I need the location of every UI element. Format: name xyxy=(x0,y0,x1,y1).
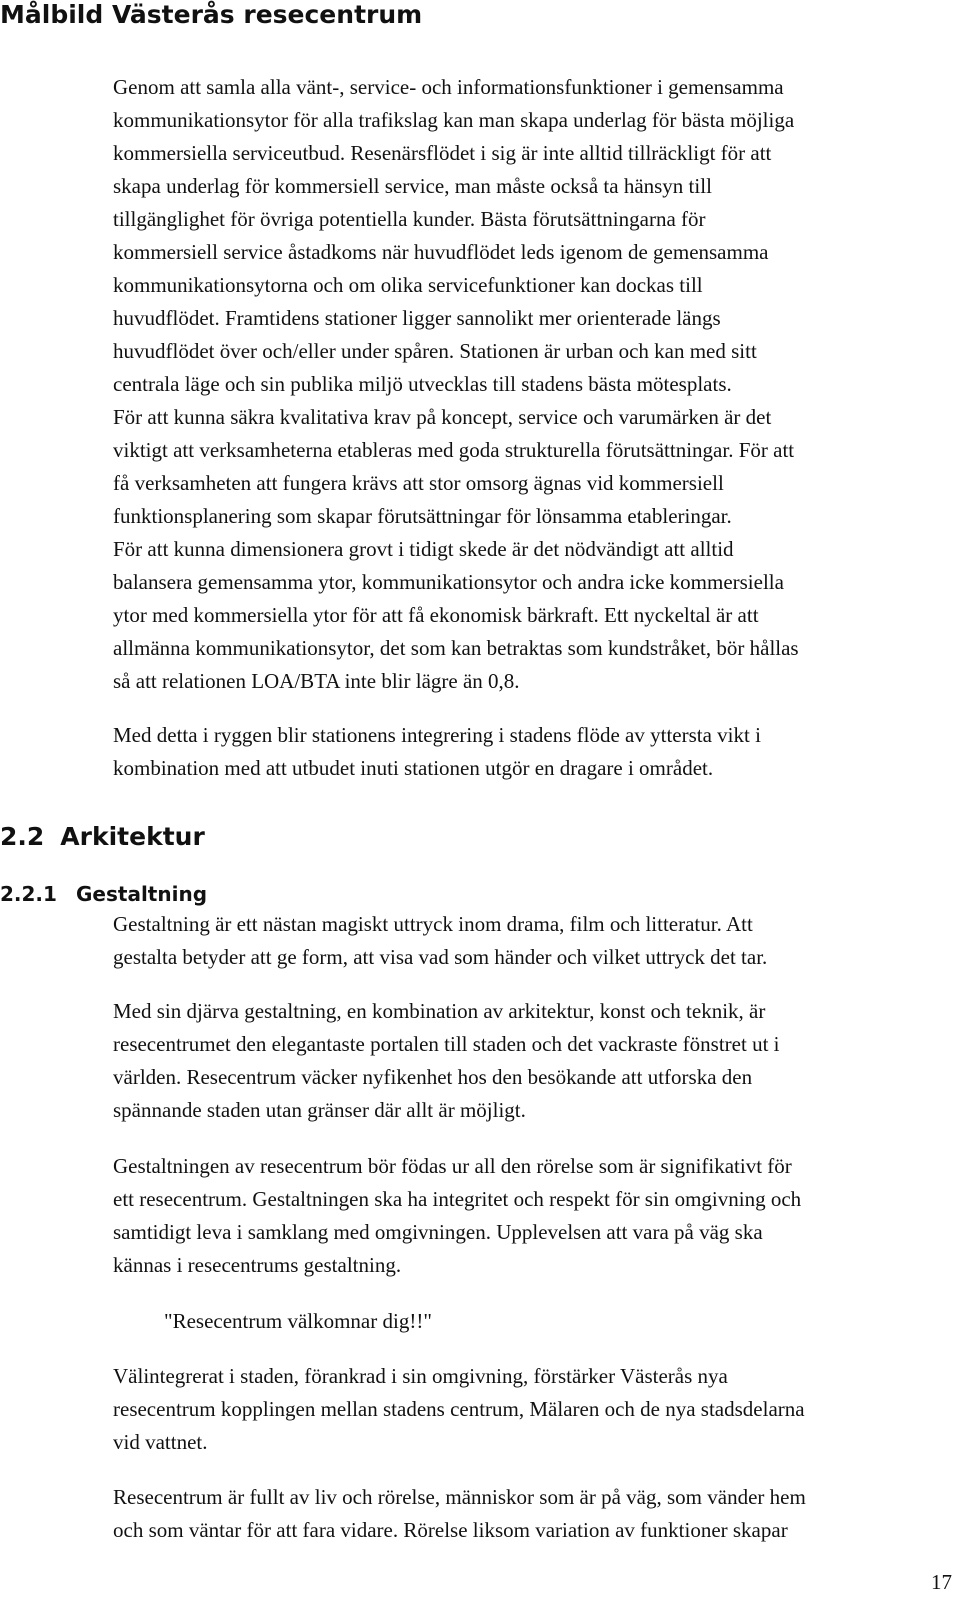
text-line: samtidigt leva i samklang med omgivningen. Upplevelsen att vara på väg ska xyxy=(113,1220,763,1244)
text-line: resecentrumet den elegantaste portalen till staden och det vackraste fönstret ut i xyxy=(113,1032,780,1056)
text-line: Välintegrerat i staden, förankrad i sin omgivning, förstärker Västerås nya xyxy=(113,1364,728,1388)
integration-paragraph xyxy=(113,719,960,785)
closing-paragraph-1 xyxy=(113,1360,960,1459)
subsection-title: Gestaltning xyxy=(76,882,208,906)
subsection-heading xyxy=(0,882,207,906)
text-line: kommunikationsytorna och om olika servicefunktioner kan dockas till xyxy=(113,273,703,297)
text-line: kommersiell service åstadkoms när huvudflödet leds igenom de gemensamma xyxy=(113,240,769,264)
page-title: Målbild Västerås resecentrum xyxy=(0,0,423,29)
subsection-number: 2.2.1 xyxy=(0,882,57,906)
gestaltning-paragraph-1 xyxy=(113,908,960,974)
text-line: Med sin djärva gestaltning, en kombination av arkitektur, konst och teknik, är xyxy=(113,999,766,1023)
text-line: kommersiella serviceutbud. Resenärsflödet i sig är inte alltid tillräckligt för att xyxy=(113,141,772,165)
intro-paragraph xyxy=(113,71,960,698)
text-line: huvudflödet. Framtidens stationer ligger sannolikt mer orienterade längs xyxy=(113,306,721,330)
text-line: vid vattnet. xyxy=(113,1430,208,1454)
quote-text: "Resecentrum välkomnar dig!!" xyxy=(164,1309,432,1333)
text-line: skapa underlag för kommersiell service, man måste också ta hänsyn till xyxy=(113,174,712,198)
section-title: Arkitektur xyxy=(60,822,205,851)
text-line: världen. Resecentrum väcker nyfikenhet hos den besökande att utforska den xyxy=(113,1065,753,1089)
text-line: För att kunna dimensionera grovt i tidigt skede är det nödvändigt att alltid xyxy=(113,537,734,561)
text-line: Gestaltningen av resecentrum bör födas ur all den rörelse som är signifikativt för xyxy=(113,1154,792,1178)
text-line: allmänna kommunikationsytor, det som kan betraktas som kundstråket, bör hållas xyxy=(113,636,799,660)
text-line: Resecentrum är fullt av liv och rörelse, människor som är på väg, som vänder hem xyxy=(113,1485,806,1509)
text-line: ytor med kommersiella ytor för att få ekonomisk bärkraft. Ett nyckeltal är att xyxy=(113,603,759,627)
text-line: huvudflödet över och/eller under spåren. Stationen är urban och kan med sitt xyxy=(113,339,757,363)
text-line: gestalta betyder att ge form, att visa vad som händer och vilket uttryck det tar. xyxy=(113,945,768,969)
text-line: viktigt att verksamheterna etableras med goda strukturella förutsättningar. För att xyxy=(113,438,795,462)
closing-paragraph-2 xyxy=(113,1481,960,1547)
text-line: För att kunna säkra kvalitativa krav på koncept, service och varumärken är det xyxy=(113,405,772,429)
text-line: balansera gemensamma ytor, kommunikationsytor och andra icke kommersiella xyxy=(113,570,784,594)
page-number: 17 xyxy=(931,1570,952,1594)
text-line: Genom att samla alla vänt-, service- och informationsfunktioner i gemensamma xyxy=(113,75,784,99)
text-line: resecentrum kopplingen mellan stadens centrum, Mälaren och de nya stadsdelarna xyxy=(113,1397,805,1421)
text-line: funktionsplanering som skapar förutsättningar för lönsamma etableringar. xyxy=(113,504,732,528)
text-line: kombination med att utbudet inuti stationen utgör en dragare i området. xyxy=(113,756,714,780)
text-line: ett resecentrum. Gestaltningen ska ha integritet och respekt för sin omgivning och xyxy=(113,1187,802,1211)
text-line: Gestaltning är ett nästan magiskt uttryck inom drama, film och litteratur. Att xyxy=(113,912,753,936)
text-line: så att relationen LOA/BTA inte blir lägre än 0,8. xyxy=(113,669,520,693)
text-line: och som väntar för att fara vidare. Rörelse liksom variation av funktioner skapar xyxy=(113,1518,788,1542)
text-line: kommunikationsytor för alla trafikslag kan man skapa underlag för bästa möjliga xyxy=(113,108,795,132)
text-line: tillgänglighet för övriga potentiella kunder. Bästa förutsättningarna för xyxy=(113,207,706,231)
welcome-quote xyxy=(164,1305,960,1338)
text-line: centrala läge och sin publika miljö utvecklas till stadens bästa mötesplats. xyxy=(113,372,732,396)
gestaltning-paragraph-3 xyxy=(113,1150,960,1282)
section-number: 2.2 xyxy=(0,822,45,851)
text-line: Med detta i ryggen blir stationens integrering i stadens flöde av yttersta vikt i xyxy=(113,723,761,747)
text-line: kännas i resecentrums gestaltning. xyxy=(113,1253,402,1277)
text-line: få verksamheten att fungera krävs att stor omsorg ägnas vid kommersiell xyxy=(113,471,724,495)
gestaltning-paragraph-2 xyxy=(113,995,960,1127)
section-heading xyxy=(0,822,205,852)
text-line: spännande staden utan gränser där allt är möjligt. xyxy=(113,1098,526,1122)
